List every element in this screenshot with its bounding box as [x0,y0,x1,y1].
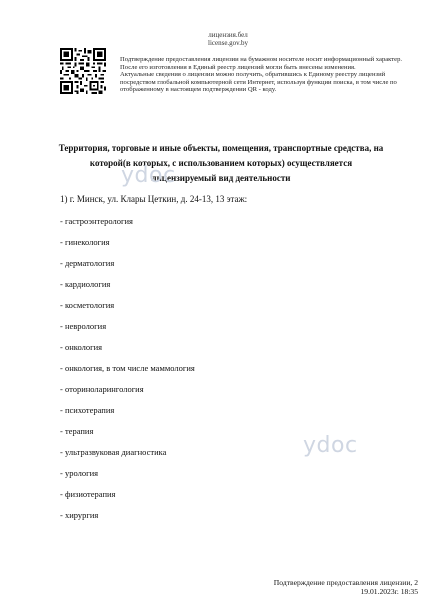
list-item: - неврология [60,321,107,331]
section-title [58,141,384,186]
list-item: - физиотерапия [60,489,116,499]
list-item: - терапия [60,426,94,436]
list-item: - психотерапия [60,405,115,415]
list-item: - урология [60,468,99,478]
footer [274,578,418,596]
watermark: ydoc [303,433,358,458]
list-item: - дерматология [60,258,115,268]
list-item: - ультразвуковая диагностика [60,447,167,457]
list-item: - онкология [60,342,103,352]
section-title-line: лицензируемый вид деятельности [151,173,291,183]
site-header [196,31,260,47]
list-item: - кардиология [60,279,111,289]
section-title-line: Территория, торговые и иные объекты, помещения, транспортные средства, на [58,143,384,153]
list-item: - хирургия [60,510,99,520]
address-line: 1) г. Минск, ул. Клары Цеткин, д. 24-13, 13 этаж: [60,194,248,204]
list-item: - косметология [60,300,115,310]
specialty-list [60,216,195,531]
site-name-latin: license.gov.by [208,39,248,47]
notice-line: отображенному в настоящем подтверждении QR - коду. [120,86,277,94]
list-item: - онкология, в том числе маммология [60,363,195,373]
list-item: - оториноларингология [60,384,144,394]
section-title-line: которой(в которых, с использованием которых) осуществляется [89,158,353,168]
notice-line: После его изготовления в Единый реестр лицензий могли быть внесены изменения. [120,63,356,71]
site-name-cyrillic: лицензия.бел [208,31,248,39]
informational-notice [120,56,420,94]
qr-code-icon [60,48,106,94]
list-item: - гинекология [60,237,110,247]
list-item: - гастроэнтерология [60,216,133,226]
footer-timestamp: 19.01.2023г. 18:35 [360,587,418,596]
notice-line: Актуальные сведения о лицензии можно получить, обратившись к Единому реестру лицензий [120,71,386,79]
watermark: ydoc [121,163,176,188]
notice-line: посредством глобальной компьютерной сети Интернет, используя функции поиска, в том числе по [120,78,397,86]
notice-line: Подтверждение предоставления лицензии на бумажном носителе носит информационный характер. [120,56,403,63]
footer-page-label: Подтверждение предоставления лицензии, 2 [273,578,418,587]
